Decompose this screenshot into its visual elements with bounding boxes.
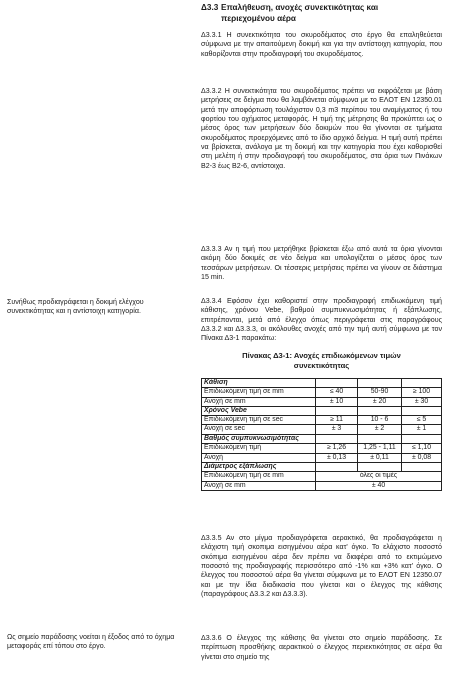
table-cell: ≤ 1,10 — [402, 444, 442, 453]
table-title-line1: Πίνακας Δ3-1: Ανοχές επιδιωκόμενων τιμών — [242, 351, 401, 360]
side-note-consistency: Συνήθως προδιαγράφεται η δοκιμή ελέγχου συνεκτικότητας και η αντίστοιχη κατηγορία. — [7, 298, 144, 316]
table-cell: ± 0,13 — [316, 453, 358, 462]
table-row — [202, 397, 442, 406]
table-row — [202, 416, 442, 425]
paragraph-d3-3-1: Δ3.3.1 Η συνεκτικότητα του σκυροδέματος στο έργο θα επαληθεύεται σύμφωνα με την απαιτούμενη δοκιμή και για την αντίστοιχη κατηγορία, που καθορίζονται στην προδιαγραφή του σκυροδέματος. — [201, 31, 442, 58]
paragraph-d3-3-5: Δ3.3.5 Αν στο μίγμα προδιαγράφεται αερακτικό, θα προδιαγράφεται η ελάχιστη τιμή σκοπιμα εισηγμένου αέρα κατ' όγκο. Το ελάχιστο ποσοστό σκόπιμα εισηγμένου αέρα δεν πρέπει να διαφέρει από το εκτιμώμενο ποσοστό της προδιαγραφής περισσότερο από -1% και +3% κατ' όγκο. Ο έλεγχος του ποσοστού αέρα θα γίνεται σύμφωνα με το ΕΛΟΤ ΕΝ 12350.07 και με την ίδια διαδικασία που γίνεται και ο έλεγχος της κάθισης (παραγράφους Δ3.3.2 και Δ3.3.3). — [201, 534, 442, 599]
table-cell: ≥ 1,26 — [316, 444, 358, 453]
table-cell: ≤ 5 — [402, 416, 442, 425]
table-row-label: Ανοχή σε sec — [202, 425, 316, 434]
table-cell: ± 30 — [402, 397, 442, 406]
table-title-line2: συνεκτικότητας — [293, 360, 350, 370]
table-row — [202, 388, 442, 397]
table-row-label: Επιδιωκόμενη τιμή — [202, 444, 316, 453]
table-cell-merged: όλες οι τιμές — [316, 472, 442, 481]
side-note-delivery-point: Ως σημείο παράδοσης νοείται η έξοδος από το όχημα μεταφοράς επί τόπου στο έργο. — [7, 633, 175, 651]
table-cell: 50-90 — [358, 388, 402, 397]
tolerance-table — [201, 378, 442, 491]
table-section-heading: Κάθιση — [202, 379, 316, 388]
section-heading — [201, 3, 441, 24]
paragraph-d3-3-3: Δ3.3.3 Αν η τιμή που μετρήθηκε βρίσκεται έξω από αυτά τα όρια γίνονται ακόμη δύο δοκιμές σε νέο δείγμα και υπολογίζεται ο μέσος όρος των τεσσάρων μετρήσεων. Οι τέσσερις μετρήσεις πρέπει να γίνουν σε διάστημα 15 min. — [201, 245, 442, 282]
table-cell-merged: ± 40 — [316, 481, 442, 490]
table-cell: 10 - 6 — [358, 416, 402, 425]
paragraph-d3-3-2: Δ3.3.2 Η συνεκτικότητα του σκυροδέματος πρέπει να εκφράζεται με βάση μετρήσεις σε δείγμα που θα λαμβάνεται σύμφωνα με το ΕΛΟΤ ΕΝ 12350.01 μετά την αποφόρτωση τουλάχιστον 0,3 m3 περίπου του αναμίγματος ή του φορτίου του οχήματος μεταφοράς. Η τιμή της μέτρησης θα προκύπτει ως ο μέσος όρος των μετρήσεων δύο δοκιμών που θα γίνονται σε τμήματα σκυροδέματος προερχόμενες από το ίδιο αρχικό δείγμα. Η τιμή αυτή πρέπει να βρίσκεται, ανάλογα με τη δοκιμή και την κατηγορία που έχει καθορισθεί στη μελέτη ή στην προδιαγραφή του σκυροδέματος, στα όρια των Πινάκων Β2-3 έως Β2-6, αντίστοιχα. — [201, 87, 442, 170]
section-title-line1: Επαλήθευση, ανοχές συνεκτικότητας και — [221, 3, 379, 12]
table-cell: ± 1 — [402, 425, 442, 434]
table-section-heading: Βαθμός συμπυκνωσιμότητας — [202, 434, 316, 444]
table-cell: ± 20 — [358, 397, 402, 406]
paragraph-d3-3-6: Δ3.3.6 Ο έλεγχος της κάθισης θα γίνεται στο σημείο παράδοσης. Σε περίπτωση προσθήκης αερακτικού ο έλεγχος περιεκτικότητας σε αέρα θα γίνεται στο σημείο της — [201, 634, 442, 661]
table-row — [202, 444, 442, 453]
table-cell: ≥ 100 — [402, 388, 442, 397]
table-cell: ± 3 — [316, 425, 358, 434]
table-row-label: Επιδιωκόμενη τιμή σε sec — [202, 416, 316, 425]
table-cell: 1,25 - 1,11 — [358, 444, 402, 453]
paragraph-d3-3-4: Δ3.3.4 Εφόσον έχει καθοριστεί στην προδιαγραφή επιδιωκόμενη τιμή κάθισης, χρόνου Vebe, βαθμού συμπυκνωσιμότητας ή εξάπλωσης, επιτρέπονται, μετά από έλεγχο όπως περιγράφεται στις παραγράφους Δ3.3.2 και Δ3.3.3, οι ακόλουθες ανοχές από την τιμή αυτή σύμφωνα με τον Πίνακα Δ3-1 παρακάτω: — [201, 297, 442, 343]
table-cell: ± 0,11 — [358, 453, 402, 462]
table-section-heading: Χρόνος Vebe — [202, 406, 316, 415]
table-cell: ≥ 11 — [316, 416, 358, 425]
table-cell: ± 2 — [358, 425, 402, 434]
section-title-line2: περιεχομένου αέρα — [221, 13, 296, 23]
table-section-heading: Διάμετρος εξάπλωσης — [202, 462, 316, 471]
table-row — [202, 481, 442, 490]
table-title — [201, 351, 442, 371]
table-row-label: Ανοχή σε mm — [202, 481, 316, 490]
table-cell: ± 10 — [316, 397, 358, 406]
table-row — [202, 425, 442, 434]
section-number: Δ3.3 — [201, 3, 219, 12]
table-cell: ≤ 40 — [316, 388, 358, 397]
table-row-label: Ανοχή σε mm — [202, 397, 316, 406]
table-row-label: Επιδιωκόμενη τιμή σε mm — [202, 388, 316, 397]
table-row — [202, 472, 442, 481]
table-row-label: Επιδιωκόμενη τιμή σε mm — [202, 472, 316, 481]
table-row — [202, 453, 442, 462]
table-cell: ± 0,08 — [402, 453, 442, 462]
table-row-label: Ανοχή — [202, 453, 316, 462]
